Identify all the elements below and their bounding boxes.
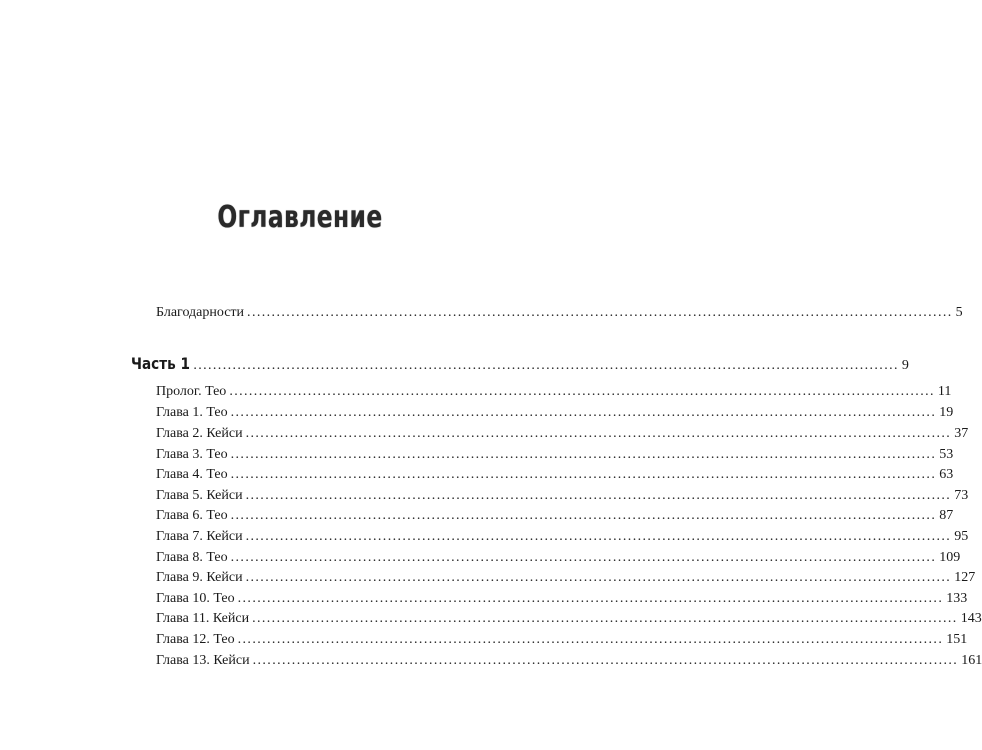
toc-entry-page: 127 [954, 570, 976, 585]
toc-entry-label: Глава 3. Тео [156, 447, 228, 462]
toc-entry [156, 383, 952, 401]
toc-entry-page: 109 [939, 550, 961, 565]
toc-entry-label: Глава 6. Тео [156, 508, 228, 523]
dot-leader: ................................................................................................................................................ [230, 508, 937, 523]
toc-entry [156, 487, 969, 505]
toc-entry-page: 143 [960, 611, 982, 626]
toc-entry-label: Глава 12. Тео [156, 632, 235, 647]
dot-leader: ................................................................................................................................................ [245, 529, 952, 544]
toc-entry-page: 161 [961, 653, 982, 668]
toc-entry-page: 73 [954, 488, 969, 503]
dot-leader: ................................................................................................................................................ [230, 405, 937, 420]
dot-leader: ................................................................................................................................................ [247, 305, 953, 320]
dot-leader: ................................................................................................................................................ [193, 358, 899, 373]
dot-leader: ................................................................................................................................................ [245, 570, 952, 585]
dot-leader: ................................................................................................................................................ [245, 426, 952, 441]
dot-leader: ................................................................................................................................................ [230, 550, 937, 565]
toc-entry-acknowledgments [156, 304, 963, 322]
toc-entry-page: 87 [939, 508, 954, 523]
toc-entry-part-1 [131, 354, 909, 375]
toc-entry-page: 151 [946, 632, 968, 647]
part-page: 9 [901, 358, 909, 373]
toc-entry [156, 569, 976, 587]
dot-leader: ................................................................................................................................................ [237, 591, 944, 606]
toc-entry-page: 53 [939, 447, 954, 462]
toc-entry-label: Благодарности [156, 305, 245, 320]
toc-entry-page: 11 [937, 384, 952, 399]
toc-entry [156, 466, 954, 484]
toc-entry [156, 425, 969, 443]
toc-entry-label: Глава 9. Кейси [156, 570, 243, 585]
toc-entry-label: Глава 4. Тео [156, 467, 228, 482]
toc-entry-page: 63 [939, 467, 954, 482]
toc-entry [156, 631, 968, 649]
toc-entry-label: Глава 10. Тео [156, 591, 235, 606]
dot-leader: ................................................................................................................................................ [229, 384, 935, 399]
toc-entry-label: Пролог. Тео [156, 384, 227, 399]
dot-leader: ................................................................................................................................................ [230, 467, 937, 482]
toc-entry [156, 446, 954, 464]
toc-entry-page: 37 [954, 426, 969, 441]
toc-entry-label: Глава 13. Кейси [156, 653, 250, 668]
toc-entry-page: 95 [954, 529, 969, 544]
dot-leader: ................................................................................................................................................ [237, 632, 944, 647]
toc-entry [156, 549, 961, 567]
toc-entry-label: Глава 11. Кейси [156, 611, 250, 626]
toc-entry [156, 528, 969, 546]
toc-entry-label: Глава 5. Кейси [156, 488, 243, 503]
toc-entry-label: Глава 7. Кейси [156, 529, 243, 544]
toc-entry-label: Глава 2. Кейси [156, 426, 243, 441]
dot-leader: ................................................................................................................................................ [245, 488, 952, 503]
dot-leader: ................................................................................................................................................ [252, 611, 958, 626]
toc-entry [156, 404, 954, 422]
toc-entry [156, 652, 982, 670]
toc-entry [156, 590, 968, 608]
toc-entry-label: Глава 8. Тео [156, 550, 228, 565]
part-label: Часть 1 [131, 354, 190, 373]
dot-leader: ................................................................................................................................................ [252, 653, 959, 668]
toc-entry-page: 19 [939, 405, 954, 420]
toc-entry-label: Глава 1. Тео [156, 405, 228, 420]
page-title: Оглавление [217, 200, 383, 235]
toc-entry [156, 610, 982, 628]
toc-entry-page: 133 [946, 591, 968, 606]
toc-entry [156, 507, 954, 525]
dot-leader: ................................................................................................................................................ [230, 447, 937, 462]
toc-entry-page: 5 [955, 305, 963, 320]
